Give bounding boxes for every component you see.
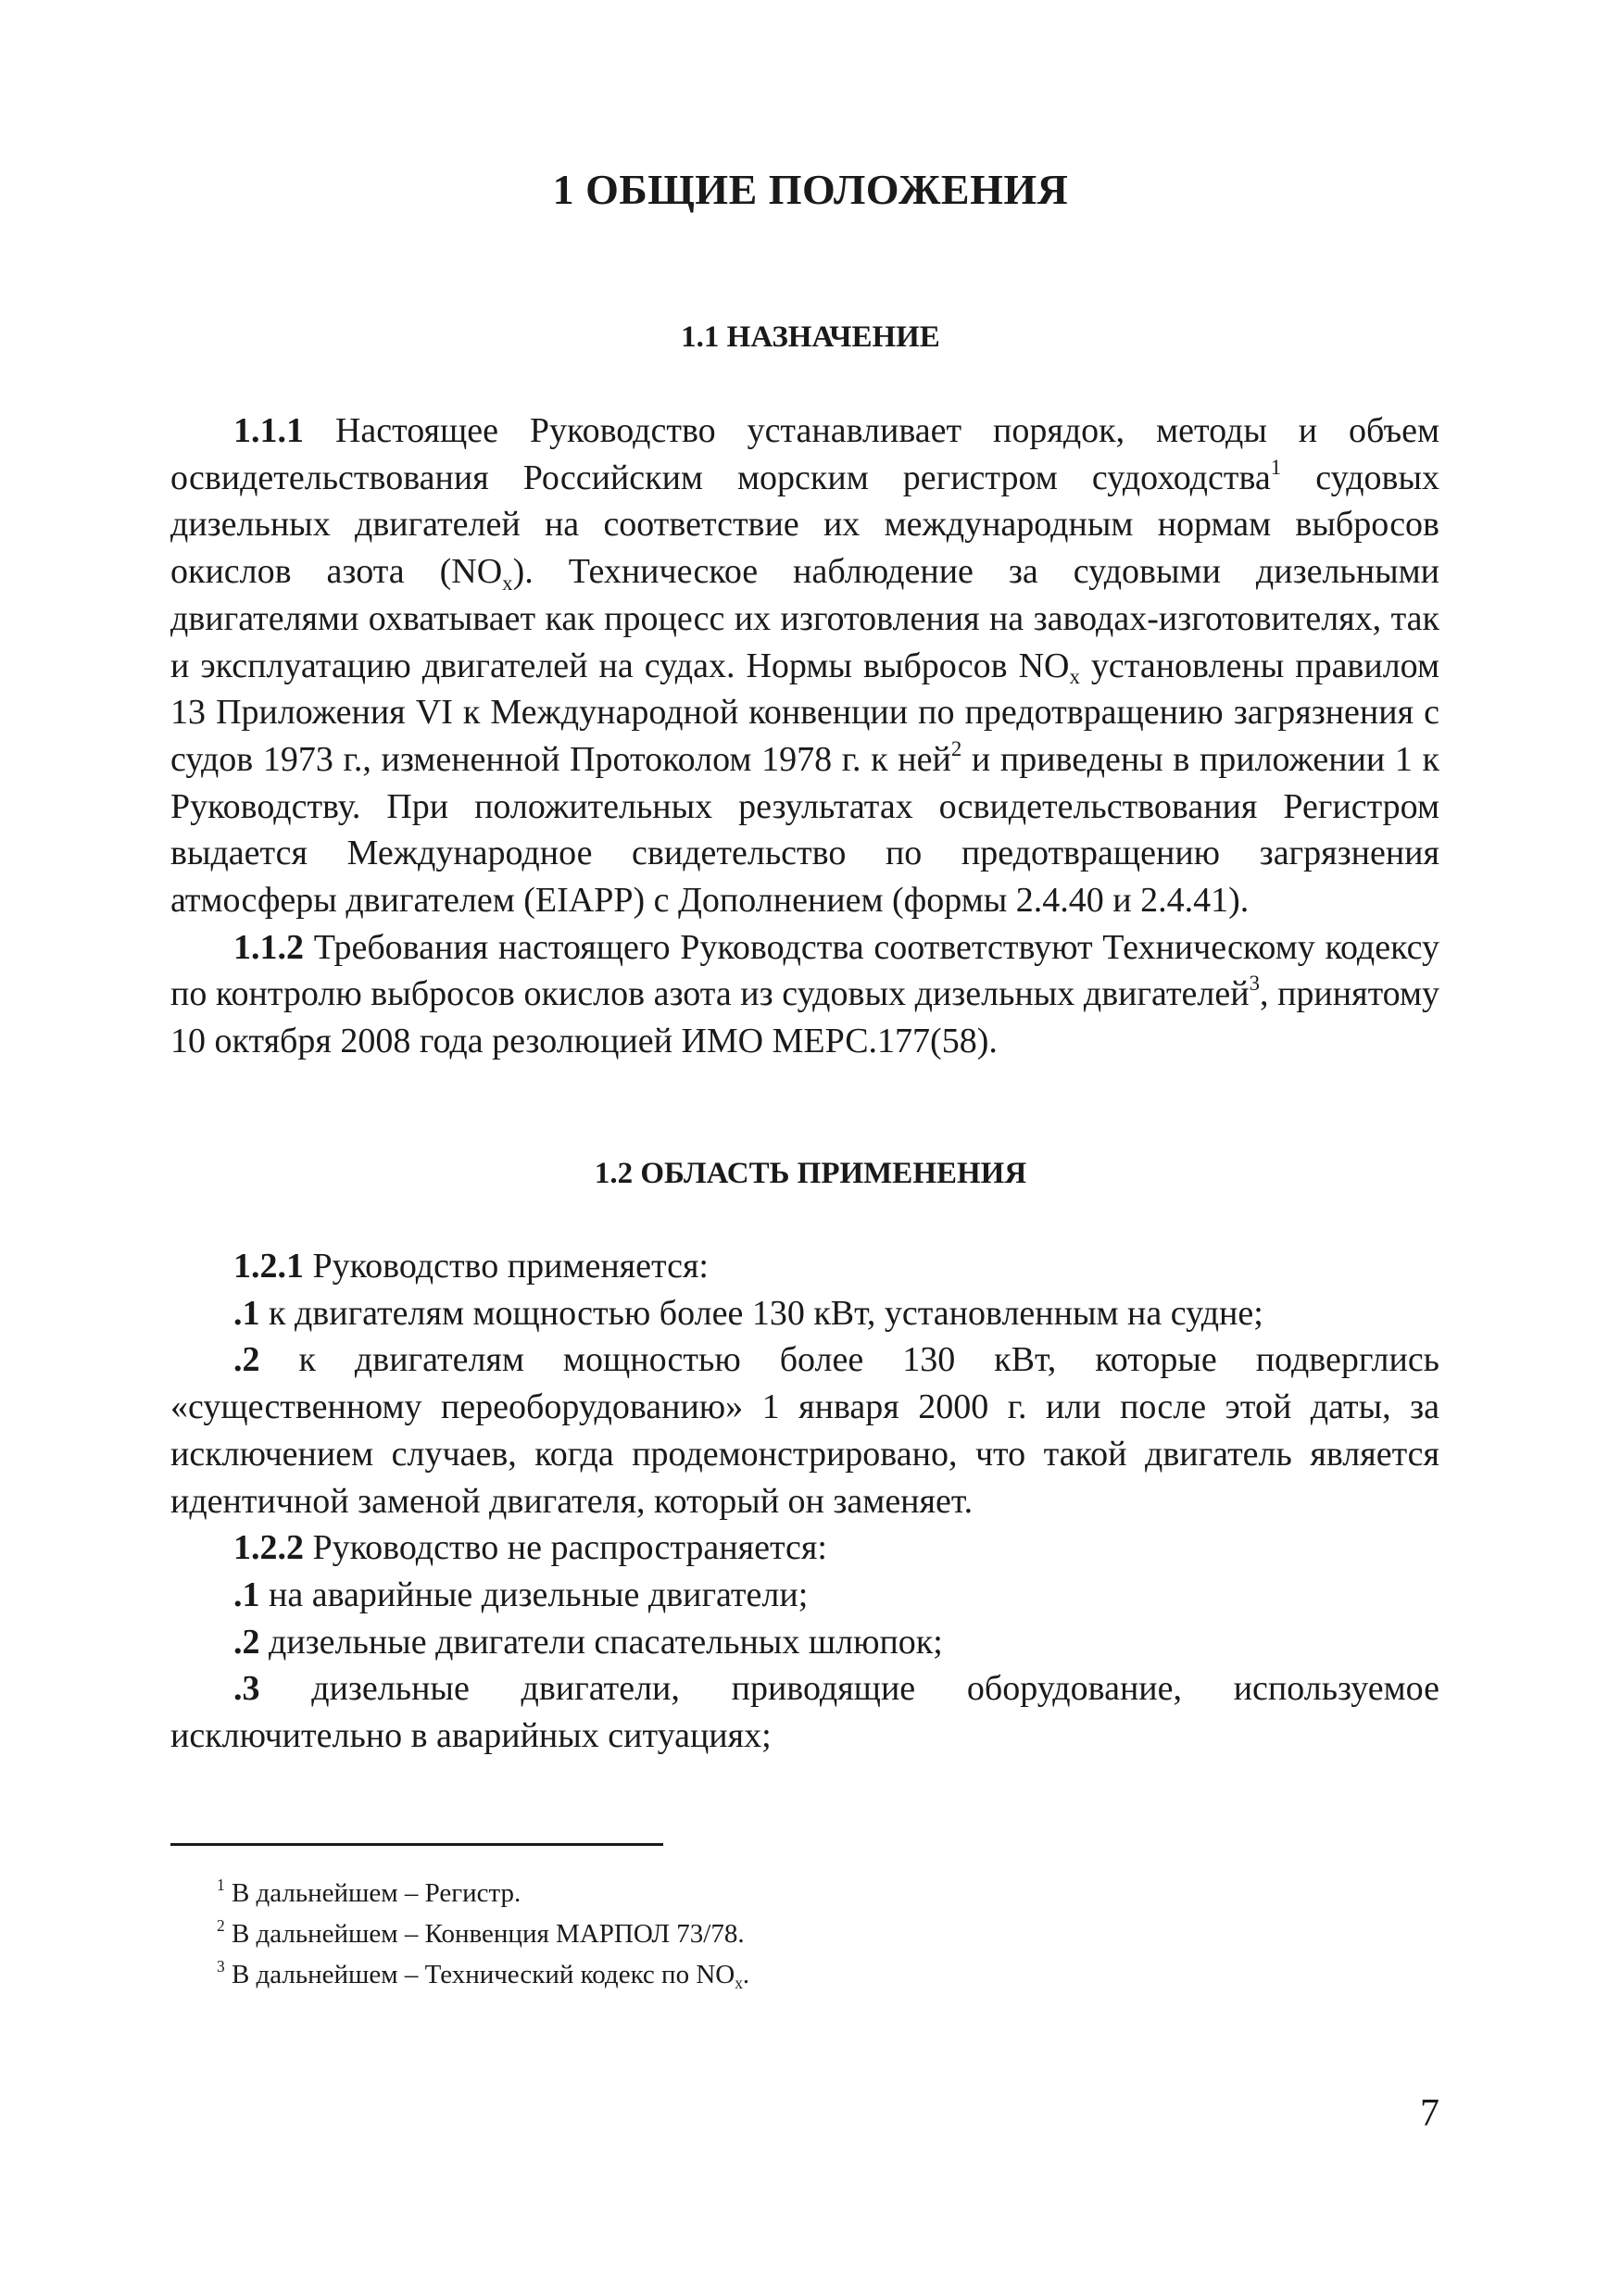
paragraph-text: установлены правилом 13 Приложения VI к Международной конвенции по предотвращению загрязнения с судов 1973 г., измененной Протоколом 1978 г. к ней: [170, 646, 1439, 779]
list-item-number: .1: [233, 1293, 260, 1333]
footnote-3: [217, 1954, 1421, 1995]
list-item: [170, 1665, 1439, 1759]
footnote-mark: 3: [217, 1956, 225, 1976]
list-item: [170, 1572, 1439, 1619]
footnote-text: В дальнейшем – Технический кодекс по NO: [231, 1960, 735, 1989]
footnote-ref-1: 1: [1270, 455, 1282, 479]
paragraph-number: 1.1.2: [233, 927, 304, 967]
section-body-scope: [170, 1243, 1439, 1760]
footnote-mark: 1: [217, 1875, 225, 1894]
footnote-text-tail: .: [742, 1960, 750, 1989]
list-item-text: дизельные двигатели, приводящие оборудование, используемое исключительно в аварийных ситуациях;: [170, 1669, 1439, 1756]
list-item-text: на аварийные дизельные двигатели;: [269, 1575, 809, 1614]
paragraph-number: 1.2.2: [233, 1528, 304, 1568]
section-title-scope: 1.2 ОБЛАСТЬ ПРИМЕНЕНИЯ: [594, 1157, 1027, 1190]
list-item: [170, 1336, 1439, 1524]
paragraph-text: Требования настоящего Руководства соответствуют Техническому кодексу по контролю выбросов окислов азота из судовых дизельных двигателей: [170, 927, 1439, 1014]
paragraph-1-1-1: [170, 408, 1439, 924]
paragraph-number: 1.1.1: [233, 411, 304, 450]
paragraph-text: и приведены в приложении 1 к Руководству. При положительных результатах освидетельствования Регистром выдается Международное свидетельство по предотвращению загрязнения атмосферы двигателем (EIAPP) с Дополнением (формы 2.4.40 и 2.4.41).: [170, 739, 1439, 921]
footnote-mark: 2: [217, 1915, 225, 1935]
footnote-text: В дальнейшем – Регистр.: [231, 1878, 521, 1908]
paragraph-1-1-2: [170, 924, 1439, 1065]
footnote-ref-2: 2: [950, 736, 962, 760]
chapter-title: 1 ОБЩИЕ ПОЛОЖЕНИЯ: [552, 166, 1069, 213]
list-item-number: .2: [233, 1340, 260, 1380]
section-body-purpose: [170, 408, 1439, 1065]
footnotes: [217, 1873, 1421, 1995]
paragraph-text: судовых дизельных двигателей на соответствие их международным нормам выбросов окислов азота (NO: [170, 458, 1439, 592]
page-number: 7: [1420, 2092, 1439, 2135]
list-item-text: к двигателям мощностью более 130 кВт, которые подверглись «существенному переоборудованию» 1 января 2000 г. или после этой даты, за исключением случаев, когда продемонстрировано, что такой двигатель является идентичной заменой двигателя, который он заменяет.: [170, 1340, 1440, 1521]
paragraph-text: ). Техническое наблюдение за судовыми дизельными двигателями охватывает как процесс их изготовления на заводах-изготовителях, так и эксплуатацию двигателей на судах. Нормы выбросов NO: [170, 552, 1439, 685]
list-item: [170, 1290, 1439, 1337]
footnote-divider: [170, 1843, 663, 1846]
paragraph-1-2-2: [170, 1524, 1439, 1572]
paragraph-text: Руководство не распространяется:: [312, 1528, 827, 1568]
section-title-purpose: 1.1 НАЗНАЧЕНИЕ: [681, 320, 940, 354]
subscript-x: x: [1069, 665, 1080, 689]
footnote-ref-3: 3: [1249, 972, 1260, 996]
list-item-number: .1: [233, 1575, 260, 1614]
paragraph-text: Настоящее Руководство устанавливает порядок, методы и объем освидетельствования Российским морским регистром судоходства: [170, 411, 1440, 497]
footnote-2: [217, 1913, 1421, 1954]
footnote-text: В дальнейшем – Конвенция МАРПОЛ 73/78.: [231, 1919, 745, 1949]
paragraph-text: Руководство применяется:: [312, 1247, 709, 1286]
paragraph-number: 1.2.1: [233, 1247, 304, 1286]
list-item-text: к двигателям мощностью более 130 кВт, установленным на судне;: [269, 1293, 1263, 1333]
subscript-x: x: [735, 1974, 743, 1993]
paragraph-1-2-1: [170, 1243, 1439, 1290]
footnote-1: [217, 1873, 1421, 1913]
list-item: [170, 1619, 1439, 1666]
list-item-number: .3: [233, 1669, 260, 1709]
paragraph-text: , принятому 10 октября 2008 года резолюцией ИМО МЕРС.177(58).: [170, 974, 1440, 1061]
list-item-number: .2: [233, 1622, 260, 1662]
list-item-text: дизельные двигатели спасательных шлюпок;: [269, 1622, 943, 1662]
subscript-x: x: [502, 571, 513, 596]
